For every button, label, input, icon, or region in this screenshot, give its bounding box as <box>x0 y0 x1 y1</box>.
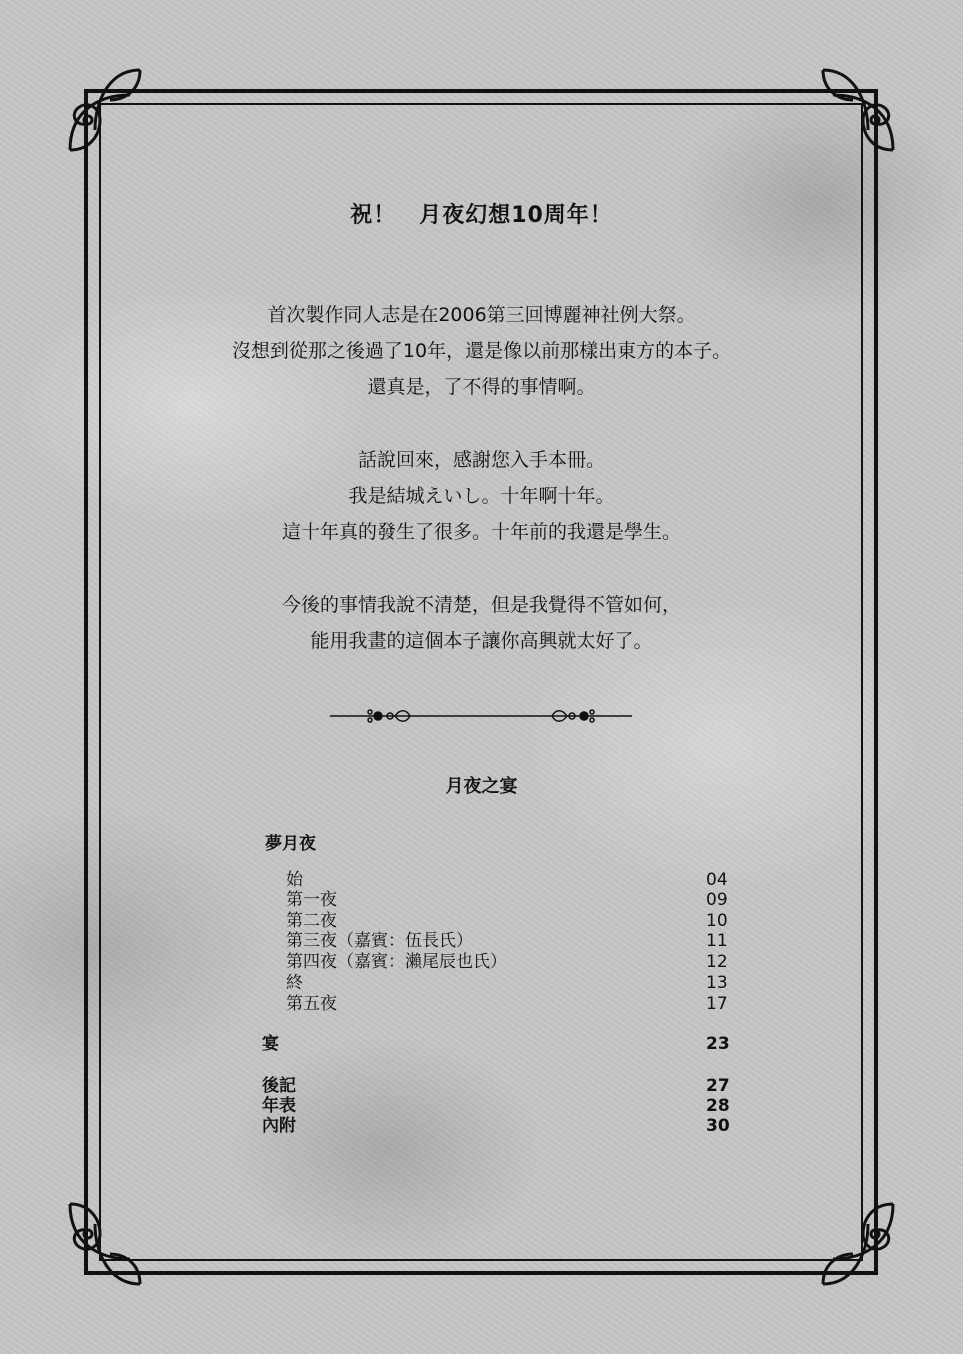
toc-entry-label: 始 <box>286 870 303 890</box>
toc-entry-page: 13 <box>706 973 728 993</box>
closing-paragraph <box>0 587 963 659</box>
toc-entry-page: 11 <box>706 931 728 951</box>
toc-entry-page: 09 <box>706 890 728 910</box>
toc-entry-label: 第五夜 <box>286 994 337 1014</box>
toc-entry-label: 年表 <box>262 1096 296 1116</box>
toc-entry-page: 04 <box>706 870 728 890</box>
toc-entry-page: 17 <box>706 994 728 1014</box>
toc-row <box>0 890 963 910</box>
toc-row <box>0 952 963 972</box>
toc-entry-page: 12 <box>706 952 728 972</box>
text-line: 這十年真的發生了很多。十年前的我還是學生。 <box>281 521 681 543</box>
toc-entry-page: 10 <box>706 911 728 931</box>
toc-title: 月夜之宴 <box>445 776 518 797</box>
toc-entry-label: 第四夜（嘉賓：瀨尾辰也氏） <box>286 952 507 972</box>
text-line: 今後的事情我說不清楚，但是我覺得不管如何， <box>281 594 681 616</box>
toc-entry-page: 23 <box>706 1034 730 1054</box>
toc-row <box>0 1034 963 1054</box>
intro-paragraph <box>0 297 963 405</box>
toc-entry-page: 28 <box>706 1096 730 1116</box>
toc-entry-label: 終 <box>286 973 303 993</box>
page-title: 祝！ 月夜幻想10周年！ <box>350 203 613 228</box>
toc-row <box>0 994 963 1014</box>
toc-entry-label: 後記 <box>262 1076 296 1096</box>
toc-row <box>0 1116 963 1136</box>
toc-entry-label: 第三夜（嘉賓：伍長氏） <box>286 931 473 951</box>
toc-entry-label: 第一夜 <box>286 890 337 910</box>
toc-row <box>0 973 963 993</box>
toc-entry-page: 27 <box>706 1076 730 1096</box>
toc-entry-label: 宴 <box>262 1034 279 1054</box>
toc-row <box>0 911 963 931</box>
toc-entry-label: 內附 <box>262 1116 296 1136</box>
toc-row <box>0 870 963 890</box>
ornamental-divider <box>330 703 632 729</box>
text-line: 還真是，了不得的事情啊。 <box>367 376 596 398</box>
toc-entry-page: 30 <box>706 1116 730 1136</box>
toc-group-label: 夢月夜 <box>265 834 316 854</box>
text-line: 我是結城えいし。十年啊十年。 <box>348 485 615 507</box>
greeting-paragraph <box>0 442 963 550</box>
toc-row <box>0 1096 963 1116</box>
text-line: 能用我畫的這個本子讓你高興就太好了。 <box>310 630 653 652</box>
text-line: 沒想到從那之後過了10年，還是像以前那樣出東方的本子。 <box>231 340 732 362</box>
toc-row <box>0 931 963 951</box>
toc-entry-label: 第二夜 <box>286 911 337 931</box>
toc-row <box>0 1076 963 1096</box>
text-line: 話說回來，感謝您入手本冊。 <box>357 449 605 471</box>
text-line: 首次製作同人志是在2006第三回博麗神社例大祭。 <box>267 304 696 326</box>
